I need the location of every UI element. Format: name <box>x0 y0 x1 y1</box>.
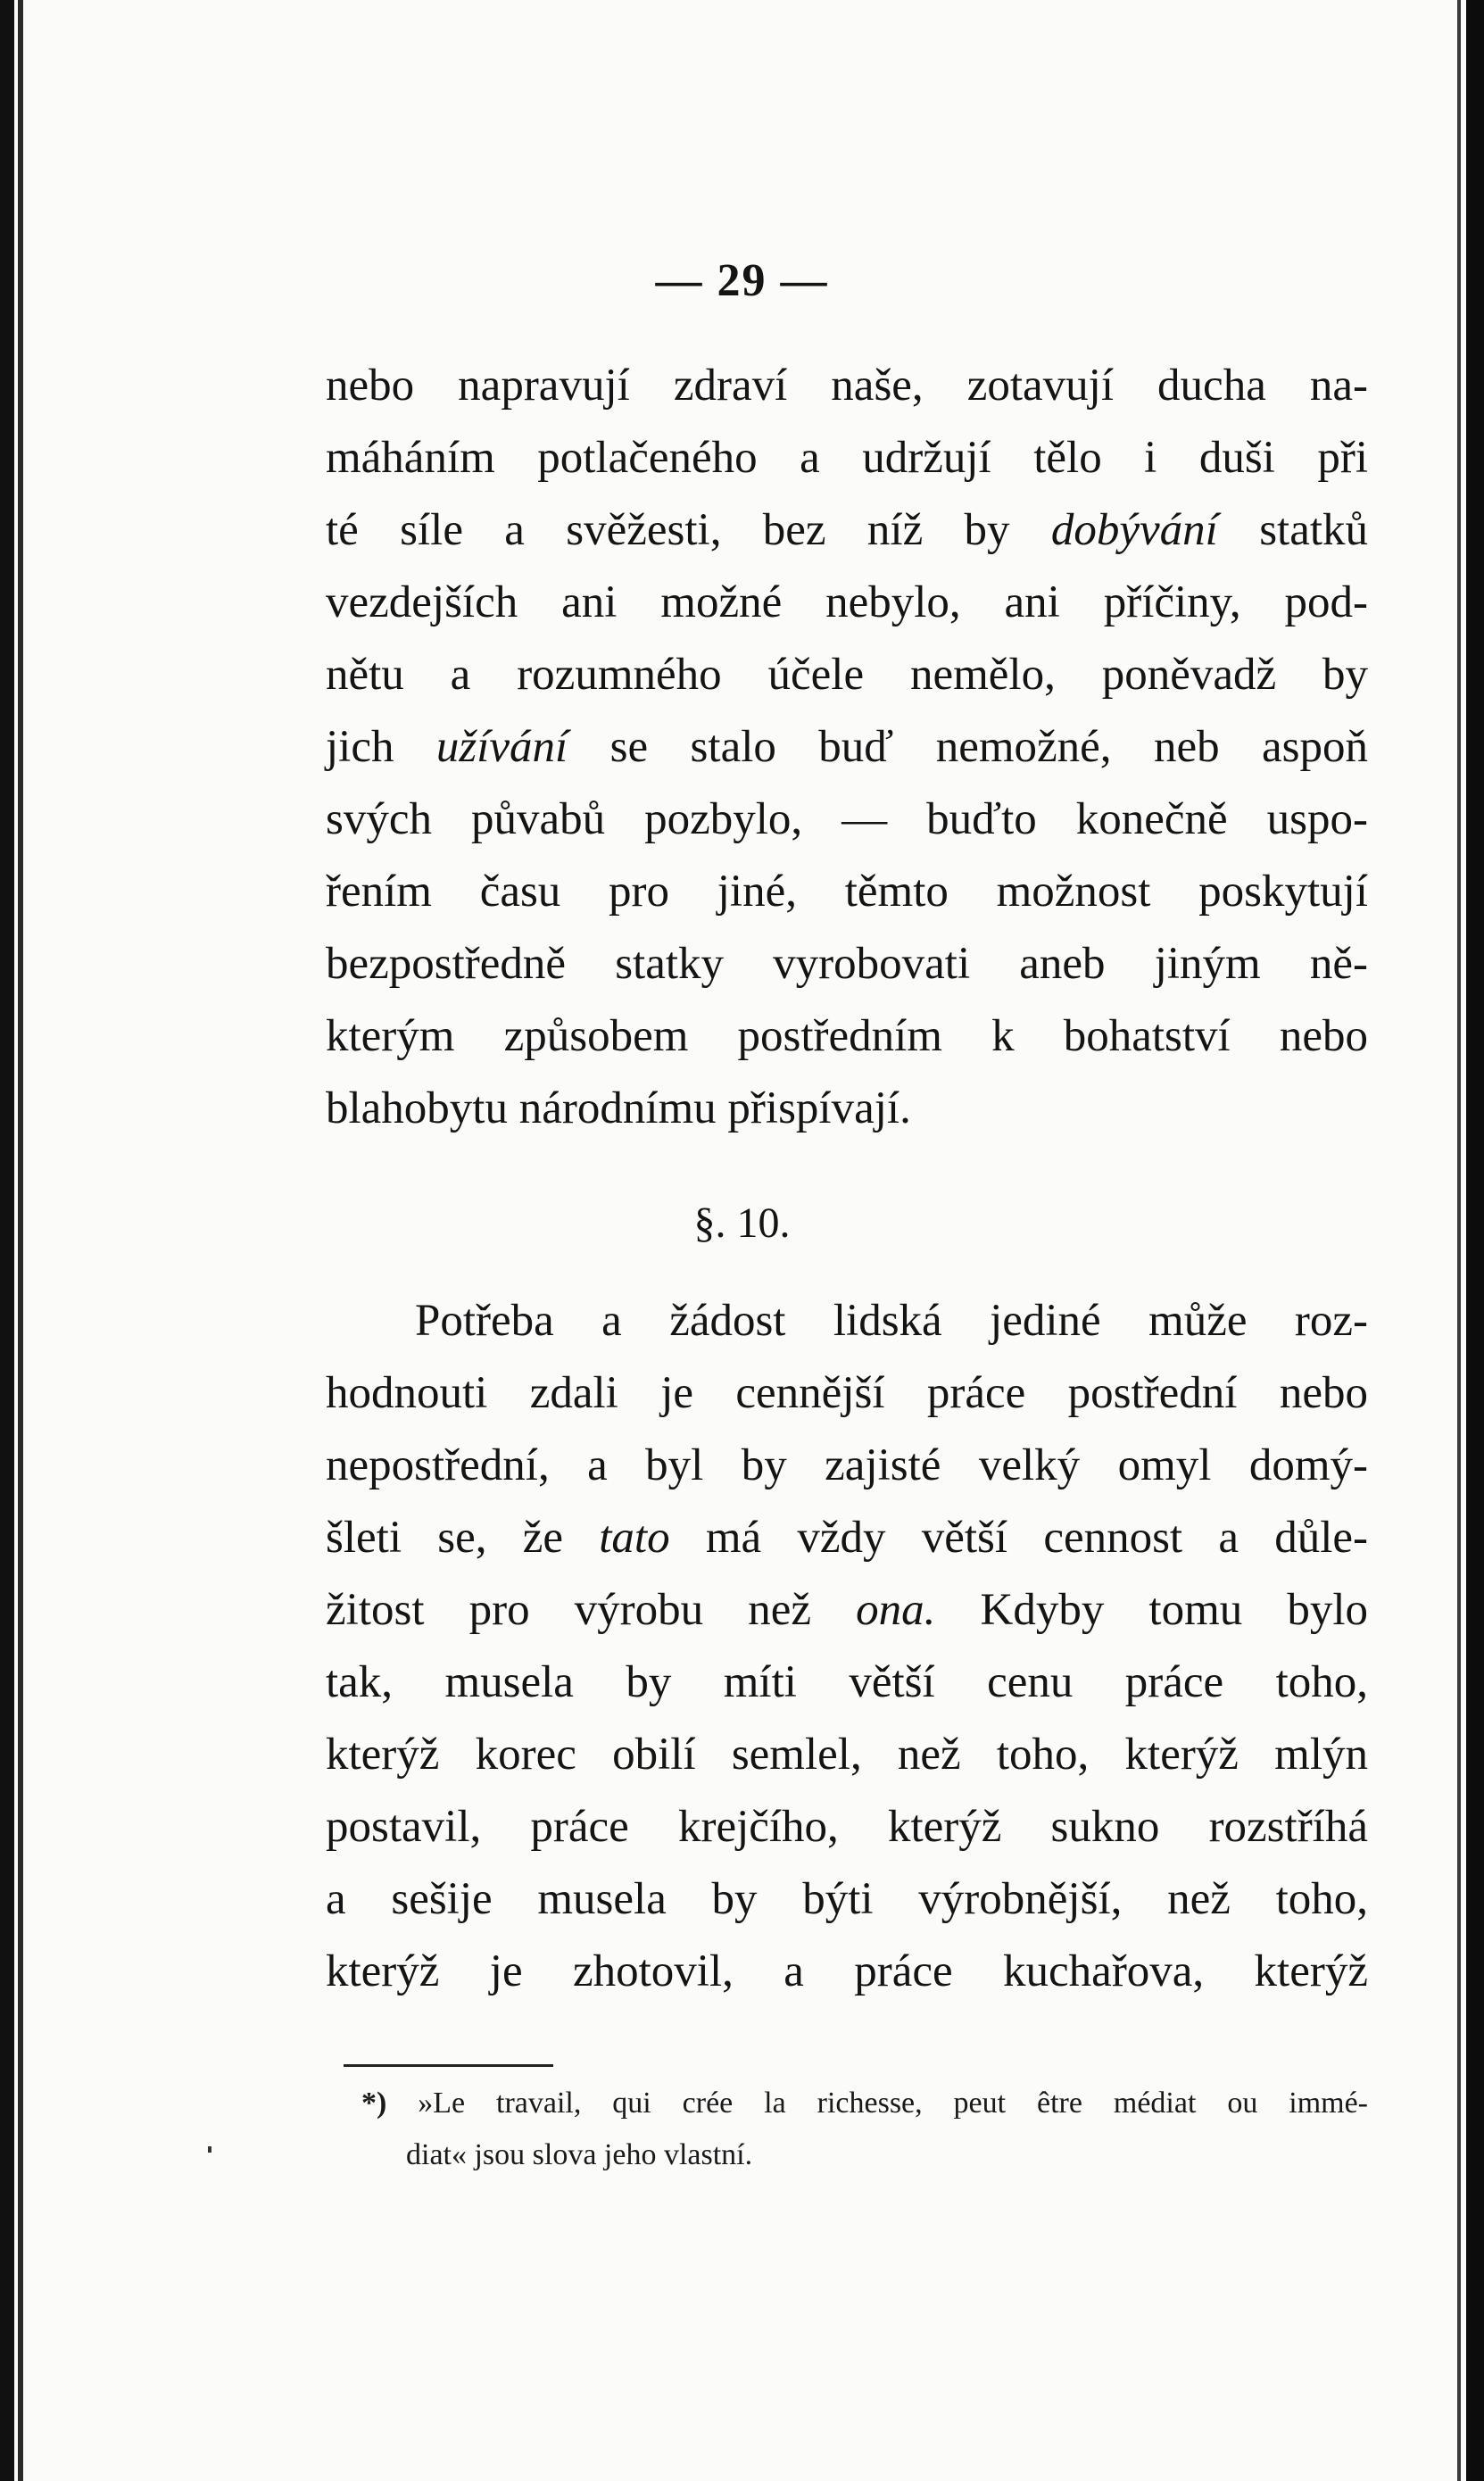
text-line: vezdejších ani možné nebylo, ani příčiny, pod- <box>326 577 1368 627</box>
text-line: svých půvabů pozbylo, — buďto konečně uspo- <box>326 794 1368 844</box>
text-segment: má vždy větší cennost a důle- <box>705 1513 1369 1563</box>
paragraph-2 <box>326 1285 1368 2008</box>
text-line <box>326 1574 1368 1647</box>
text-segment: šleti se, že <box>326 1513 563 1563</box>
footnote-divider <box>344 2064 553 2067</box>
emphasis-word: dobývání <box>1050 505 1218 555</box>
footnote-text: »Le travail, qui crée la richesse, peut être médiat ou immé- <box>418 2087 1368 2120</box>
text-segment: té síle a svěžesti, bez níž by <box>326 505 1010 555</box>
text-segment: se stalo buď nemožné, neb aspoň <box>609 722 1368 772</box>
text-line: blahobytu národnímu přispívají. <box>326 1083 911 1133</box>
emphasis-word: ona. <box>856 1585 936 1635</box>
text-line: hodnouti zdali je cennější práce postřední nebo <box>326 1368 1368 1418</box>
page-number: — 29 — <box>655 255 829 306</box>
text-line: tak, musela by míti větší cenu práce toho, <box>326 1657 1368 1707</box>
text-line: postavil, práce krejčího, kterýž sukno rozstříhá <box>326 1802 1368 1852</box>
text-line: bezpostředně statky vyrobovati aneb jiným ně- <box>326 939 1368 989</box>
footnote-line: diat« jsou slova jeho vlastní. <box>406 2138 753 2171</box>
section-heading: §. 10. <box>693 1199 791 1247</box>
text-segment: jich <box>326 722 394 772</box>
emphasis-word: užívání <box>435 722 568 772</box>
emphasis-word: tato <box>599 1513 670 1563</box>
text-line: kterýž korec obilí semlel, než toho, kterýž mlýn <box>326 1730 1368 1780</box>
text-line: nebo napravují zdraví naše, zotavují ducha na- <box>326 361 1368 411</box>
text-line: máháním potlačeného a udržují tělo i duši při <box>326 433 1368 483</box>
text-line: řením času pro jiné, těmto možnost poskytují <box>326 867 1368 917</box>
text-line: nětu a rozumného účele nemělo, poněvadž by <box>326 650 1368 700</box>
text-line: kterýž je zhotovil, a práce kuchařova, kterýž <box>326 1946 1368 1996</box>
footnote-line <box>361 2078 1368 2129</box>
text-line: a sešije musela by býti výrobnější, než toho, <box>326 1874 1368 1924</box>
footnote-mark: *) <box>361 2087 387 2120</box>
text-segment: statků <box>1259 505 1369 555</box>
text-segment: žitost pro výrobu než <box>326 1585 812 1635</box>
paragraph-1 <box>326 350 1368 1145</box>
text-line <box>326 1502 1368 1574</box>
footnote <box>361 2078 1368 2181</box>
text-line: kterým způsobem postředním k bohatství nebo <box>326 1011 1368 1061</box>
text-line: Potřeba a žádost lidská jediné může roz- <box>415 1296 1368 1346</box>
text-line <box>326 711 1368 784</box>
text-line: nepostřední, a byl by zajisté velký omyl domý- <box>326 1440 1368 1490</box>
text-segment: Kdyby tomu bylo <box>980 1585 1369 1635</box>
text-line <box>326 494 1368 567</box>
print-speck <box>208 2146 211 2153</box>
